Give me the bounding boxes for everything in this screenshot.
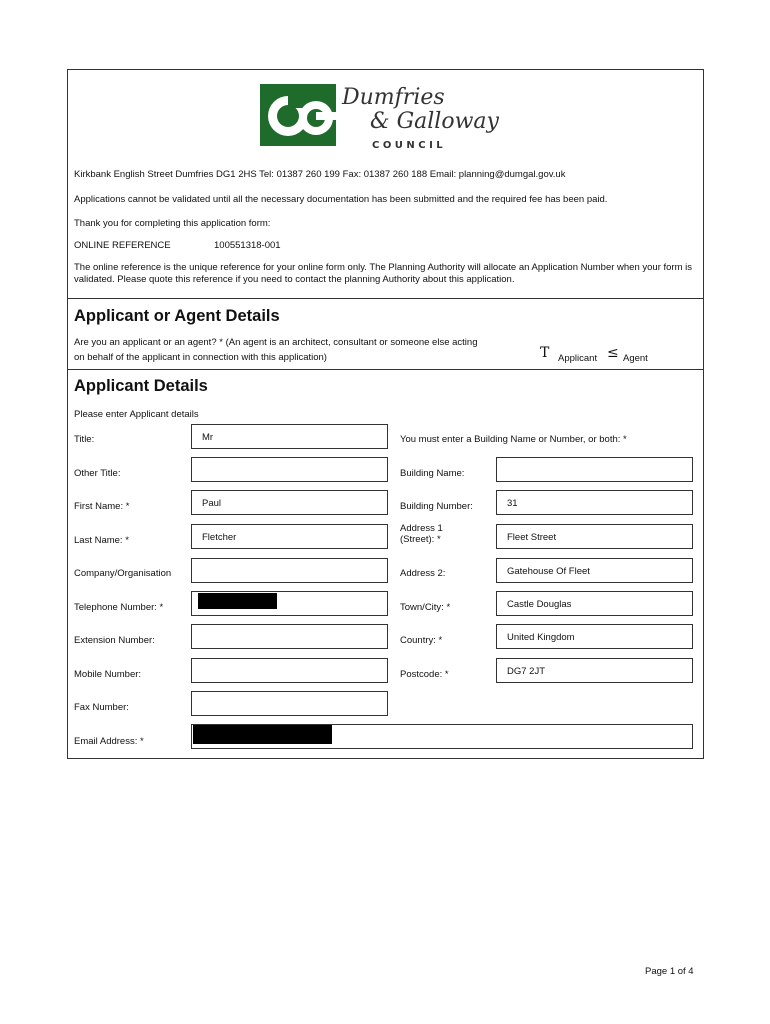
redaction-bar bbox=[193, 725, 332, 744]
company-field[interactable] bbox=[191, 558, 388, 583]
logo-line1: Dumfries bbox=[342, 85, 445, 110]
logo-line2: & Galloway bbox=[370, 109, 499, 134]
applicant-radio-icon: T bbox=[540, 345, 550, 361]
email-label: Email Address: * bbox=[74, 736, 144, 747]
section-divider bbox=[67, 369, 704, 370]
country-label: Country: * bbox=[400, 635, 443, 646]
validation-note: Applications cannot be validated until all the necessary documentation has been submitted and the required fee has been paid. bbox=[74, 194, 608, 205]
building-name-label: Building Name: bbox=[400, 468, 465, 479]
council-address: Kirkbank English Street Dumfries DG1 2HS Tel: 01387 260 199 Fax: 01387 260 188 Email: planning@dumgal.gov.uk bbox=[74, 169, 566, 180]
address2-field[interactable]: Gatehouse Of Fleet bbox=[496, 558, 693, 583]
town-field[interactable]: Castle Douglas bbox=[496, 591, 693, 616]
applicant-intro: Please enter Applicant details bbox=[74, 409, 199, 420]
agent-radio-icon: ≤ bbox=[607, 345, 619, 361]
page-number: Page 1 of 4 bbox=[645, 966, 694, 977]
fax-label: Fax Number: bbox=[74, 702, 129, 713]
address1-label-line1: Address 1 bbox=[400, 523, 443, 534]
building-name-field[interactable] bbox=[496, 457, 693, 482]
section-title-applicant-or-agent: Applicant or Agent Details bbox=[74, 307, 280, 325]
building-number-label: Building Number: bbox=[400, 501, 473, 512]
agent-question-line1: Are you an applicant or an agent? * (An agent is an architect, consultant or someone else acting bbox=[74, 337, 478, 348]
fax-field[interactable] bbox=[191, 691, 388, 716]
online-reference-value: 100551318-001 bbox=[214, 240, 281, 251]
extension-field[interactable] bbox=[191, 624, 388, 649]
extension-label: Extension Number: bbox=[74, 635, 155, 646]
first-name-label: First Name: * bbox=[74, 501, 130, 512]
last-name-label: Last Name: * bbox=[74, 535, 129, 546]
country-field[interactable]: United Kingdom bbox=[496, 624, 693, 649]
agent-question-line2: on behalf of the applicant in connection with this application) bbox=[74, 352, 327, 363]
agent-label: Agent bbox=[623, 353, 648, 364]
postcode-field[interactable]: DG7 2JT bbox=[496, 658, 693, 683]
title-field[interactable]: Mr bbox=[191, 424, 388, 449]
redaction-bar bbox=[198, 593, 277, 609]
address2-label: Address 2: bbox=[400, 568, 446, 579]
applicant-option[interactable] bbox=[540, 345, 604, 365]
title-label: Title: bbox=[74, 434, 95, 445]
company-label: Company/Organisation bbox=[74, 568, 172, 579]
online-reference-label: ONLINE REFERENCE bbox=[74, 240, 171, 251]
logo-line3: C O U N C I L bbox=[372, 140, 443, 151]
mobile-label: Mobile Number: bbox=[74, 669, 142, 680]
section-title-applicant-details: Applicant Details bbox=[74, 377, 208, 395]
address1-label-line2: (Street): * bbox=[400, 534, 441, 545]
last-name-field[interactable]: Fletcher bbox=[191, 524, 388, 549]
postcode-label: Postcode: * bbox=[400, 669, 449, 680]
thanks-text: Thank you for completing this application form: bbox=[74, 218, 271, 229]
address1-field[interactable]: Fleet Street bbox=[496, 524, 693, 549]
building-number-field[interactable]: 31 bbox=[496, 490, 693, 515]
town-label: Town/City: * bbox=[400, 602, 451, 613]
council-logo bbox=[258, 80, 513, 152]
building-note: You must enter a Building Name or Number, or both: * bbox=[400, 434, 627, 445]
other-title-field[interactable] bbox=[191, 457, 388, 482]
mobile-field[interactable] bbox=[191, 658, 388, 683]
telephone-label: Telephone Number: * bbox=[74, 602, 164, 613]
reference-note: The online reference is the unique reference for your online form only. The Planning Authority will allocate an Application Number when your form is validated. Please quote this reference if you need to contact the planning Authority about this application. bbox=[74, 262, 693, 285]
section-divider bbox=[67, 298, 704, 299]
agent-option[interactable] bbox=[607, 345, 657, 365]
first-name-field[interactable]: Paul bbox=[191, 490, 388, 515]
applicant-label: Applicant bbox=[558, 353, 598, 364]
other-title-label: Other Title: bbox=[74, 468, 121, 479]
